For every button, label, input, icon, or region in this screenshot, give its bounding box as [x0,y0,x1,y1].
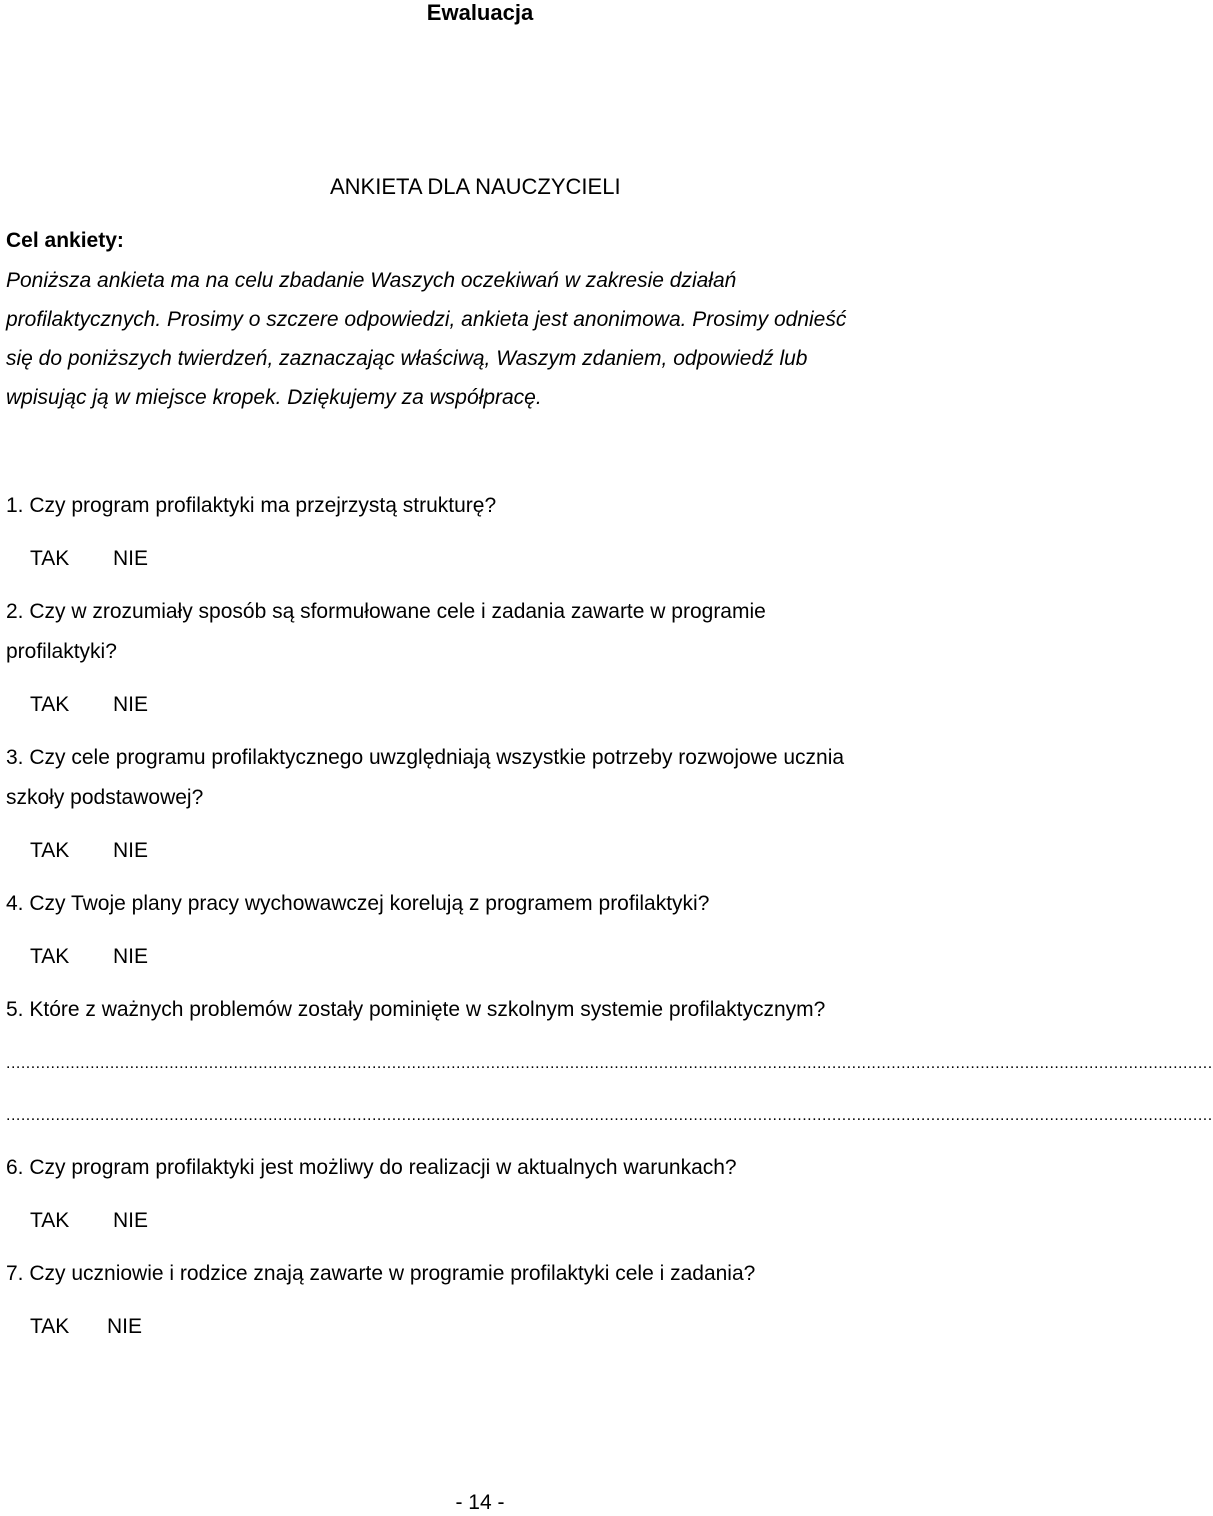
question-2-text: 2. Czy w zrozumiały sposób są sformułowane cele i zadania zawarte w programie [6,600,766,623]
question-1-text: 1. Czy program profilaktyki ma przejrzystą strukturę? [6,494,497,517]
answer-no-3[interactable]: NIE [113,839,149,862]
document-header-title: Ewaluacja [426,0,534,25]
answer-no-7[interactable]: NIE [107,1315,143,1338]
answer-yes-2[interactable]: TAK [30,693,70,716]
intro-line: wpisując ją w miejsce kropek. Dziękujemy za współpracę. [6,386,542,409]
question-2-text-cont: profilaktyki? [6,640,117,663]
question-3-text: 3. Czy cele programu profilaktycznego uwzględniają wszystkie potrzeby rozwojowe ucznia [6,746,845,769]
answer-no-4[interactable]: NIE [113,945,149,968]
question-3-text-cont: szkoły podstawowej? [6,786,204,809]
answer-no-2[interactable]: NIE [113,693,149,716]
answer-yes-7[interactable]: TAK [30,1315,70,1338]
question-7-text: 7. Czy uczniowie i rodzice znają zawarte w programie profilaktyki cele i zadania? [6,1262,756,1285]
intro-line: profilaktycznych. Prosimy o szczere odpowiedzi, ankieta jest anonimowa. Prosimy odnieść [6,308,847,331]
answer-yes-4[interactable]: TAK [30,945,70,968]
survey-title: ANKIETA DLA NAUCZYCIELI [330,174,621,199]
answer-dotted-line[interactable]: .................................................................................................................................................................................................................................................... [6,1055,1213,1072]
question-5-text: 5. Które z ważnych problemów zostały pominięte w szkolnym systemie profilaktycznym? [6,998,826,1021]
answer-no-1[interactable]: NIE [113,547,149,570]
answer-yes-1[interactable]: TAK [30,547,70,570]
answer-yes-3[interactable]: TAK [30,839,70,862]
intro-line: Poniższa ankieta ma na celu zbadanie Waszych oczekiwań w zakresie działań [6,269,737,292]
page-number: - 14 - [455,1491,505,1514]
answer-no-6[interactable]: NIE [113,1209,149,1232]
intro-line: się do poniższych twierdzeń, zaznaczając właściwą, Waszym zdaniem, odpowiedź lub [6,347,808,370]
goal-label: Cel ankiety: [6,229,124,252]
question-6-text: 6. Czy program profilaktyki jest możliwy do realizacji w aktualnych warunkach? [6,1156,737,1179]
answer-yes-6[interactable]: TAK [30,1209,70,1232]
question-4-text: 4. Czy Twoje plany pracy wychowawczej korelują z programem profilaktyki? [6,892,710,915]
answer-dotted-line[interactable]: .................................................................................................................................................................................................................................................... [6,1107,1213,1124]
